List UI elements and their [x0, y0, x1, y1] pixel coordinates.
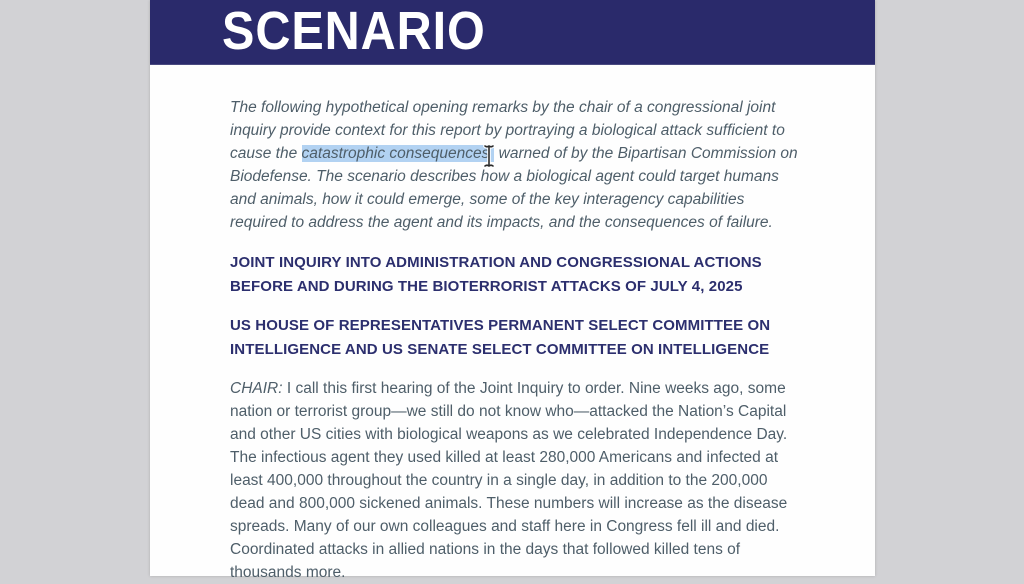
- speaker-label: CHAIR:: [230, 380, 283, 397]
- intro-text-before-selection: The following hypothetical opening remarks by the chair of a congressional joint inquiry provide context for this report by portraying a biological attack sufficient to cause the: [230, 99, 785, 162]
- heading-joint-inquiry: JOINT INQUIRY INTO ADMINISTRATION AND CONGRESSIONAL ACTIONS BEFORE AND DURING THE BIOTERRORIST ATTACKS OF JULY 4, 2025: [230, 254, 762, 295]
- section-title: SCENARIO: [222, 1, 486, 61]
- heading-committees: US HOUSE OF REPRESENTATIVES PERMANENT SELECT COMMITTEE ON INTELLIGENCE AND US SENATE SELECT COMMITTEE ON INTELLIGENCE: [230, 317, 771, 358]
- document-page: [150, 0, 875, 581]
- intro-text-after-selection: warned of by the Bipartisan Commission on Biodefense. The scenario describes how a biological agent could target humans and animals, how it could emerge, some of the key interagency capabilities required to address the agent and its impacts, and the consequences of failure.: [230, 145, 798, 231]
- page-content: [150, 65, 875, 584]
- chair-remarks-text: I call this first hearing of the Joint Inquiry to order. Nine weeks ago, some nation or terrorist group—we still do not know who—attacked the Nation’s Capital and other US cities with biological weapons as we celebrated Independence Day. The infectious agent they used killed at least 280,000 Americans and infected at least 400,000 throughout the country in a single day, in addition to the 200,000 dead and 800,000 sickened animals. These numbers will increase as the disease spreads. Many of our own colleagues and staff here in Congress fell ill and died. Coordinated attacks in allied nations in the days that followed killed tens of thousands more.: [230, 380, 788, 581]
- intro-paragraph: [230, 96, 805, 234]
- chair-paragraph: [230, 377, 805, 584]
- section-header-band: [150, 0, 875, 65]
- selected-text[interactable]: catastrophic consequences: [302, 145, 495, 162]
